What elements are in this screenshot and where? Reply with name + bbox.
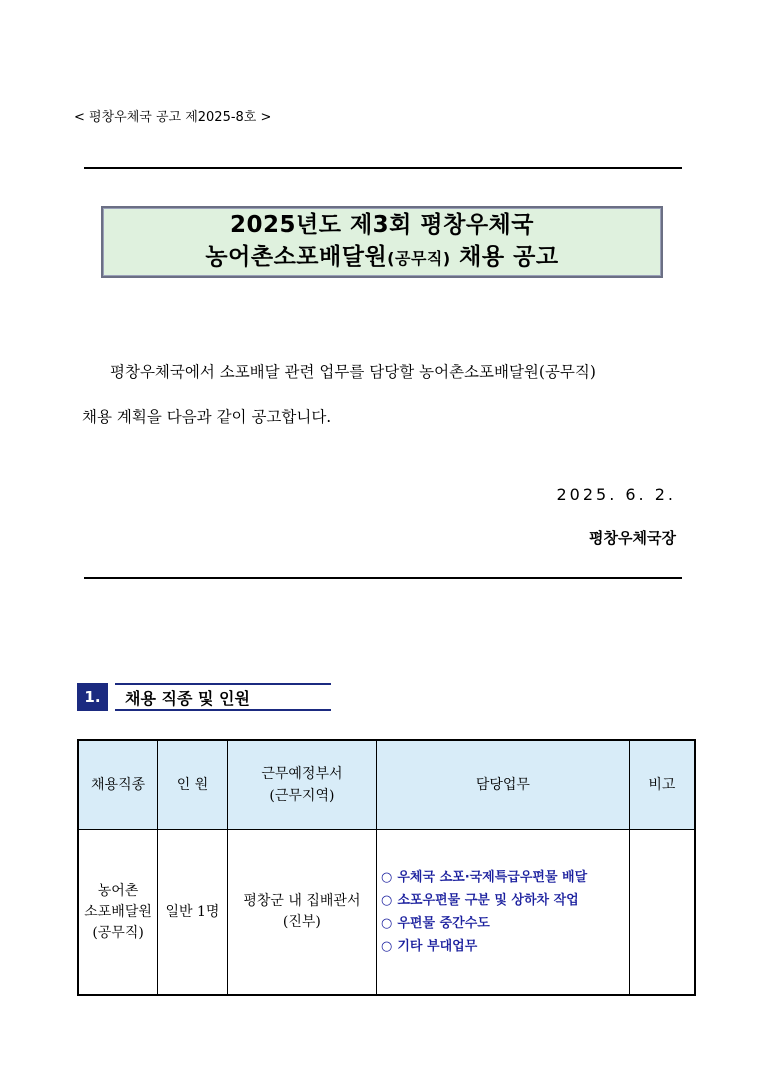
cell-job	[78, 830, 158, 996]
announcement-body	[82, 350, 682, 440]
duty-text: 기타 부대업무	[397, 939, 478, 954]
header-dept	[227, 740, 376, 830]
title-line-1: 2025년도 제3회 평창우체국	[230, 212, 534, 238]
duty-text: 우체국 소포·국제특급우편물 배달	[397, 870, 588, 885]
notice-date: 2025. 6. 2.	[556, 485, 676, 504]
circle-bullet-icon: ○	[381, 939, 393, 954]
job-line-1: 농어촌	[97, 882, 139, 899]
signer: 평창우체국장	[589, 529, 676, 547]
table-row	[78, 830, 695, 996]
job-line-2: 소포배달원	[84, 903, 152, 920]
job-line-3: (공무직)	[92, 924, 144, 941]
section-number: 1.	[77, 683, 108, 711]
title-job-type: (공무직)	[387, 249, 451, 268]
dept-line-1: 평창군 내 집배관서	[243, 893, 361, 909]
title-line-2	[205, 241, 558, 275]
duty-text: 우편물 중간수도	[397, 916, 490, 931]
section-heading	[77, 683, 333, 713]
bottom-divider	[84, 577, 682, 579]
duty-item	[381, 866, 629, 889]
top-divider	[84, 167, 682, 169]
header-dept-line-2: (근무지역)	[269, 788, 335, 804]
header-count: 인 원	[158, 740, 228, 830]
cell-dept	[227, 830, 376, 996]
header-remarks: 비고	[629, 740, 695, 830]
duty-item	[381, 935, 629, 958]
table-header-row	[78, 740, 695, 830]
dept-line-2: (진부)	[282, 914, 321, 930]
circle-bullet-icon: ○	[381, 870, 393, 885]
duty-item	[381, 889, 629, 912]
body-line-2: 채용 계획을 다음과 같이 공고합니다.	[82, 408, 332, 426]
cell-count: 일반 1명	[158, 830, 228, 996]
notice-number: < 평창우체국 공고 제2025-8호 >	[74, 110, 272, 125]
body-line-1: 평창우체국에서 소포배달 관련 업무를 담당할 농어촌소포배달원(공무직)	[110, 363, 596, 381]
circle-bullet-icon: ○	[381, 916, 393, 931]
title-job-name: 농어촌소포배달원	[205, 244, 388, 270]
circle-bullet-icon: ○	[381, 893, 393, 908]
title-box	[101, 206, 663, 278]
header-duties: 담당업무	[377, 740, 630, 830]
recruitment-table	[77, 739, 696, 996]
section-title: 채용 직종 및 인원	[115, 683, 331, 711]
cell-duties	[377, 830, 630, 996]
header-job: 채용직종	[78, 740, 158, 830]
cell-remarks	[629, 830, 695, 996]
title-suffix: 채용 공고	[450, 244, 559, 270]
duty-text: 소포우편물 구분 및 상하차 작업	[397, 893, 579, 908]
duty-item	[381, 912, 629, 935]
header-dept-line-1: 근무예정부서	[261, 766, 343, 782]
